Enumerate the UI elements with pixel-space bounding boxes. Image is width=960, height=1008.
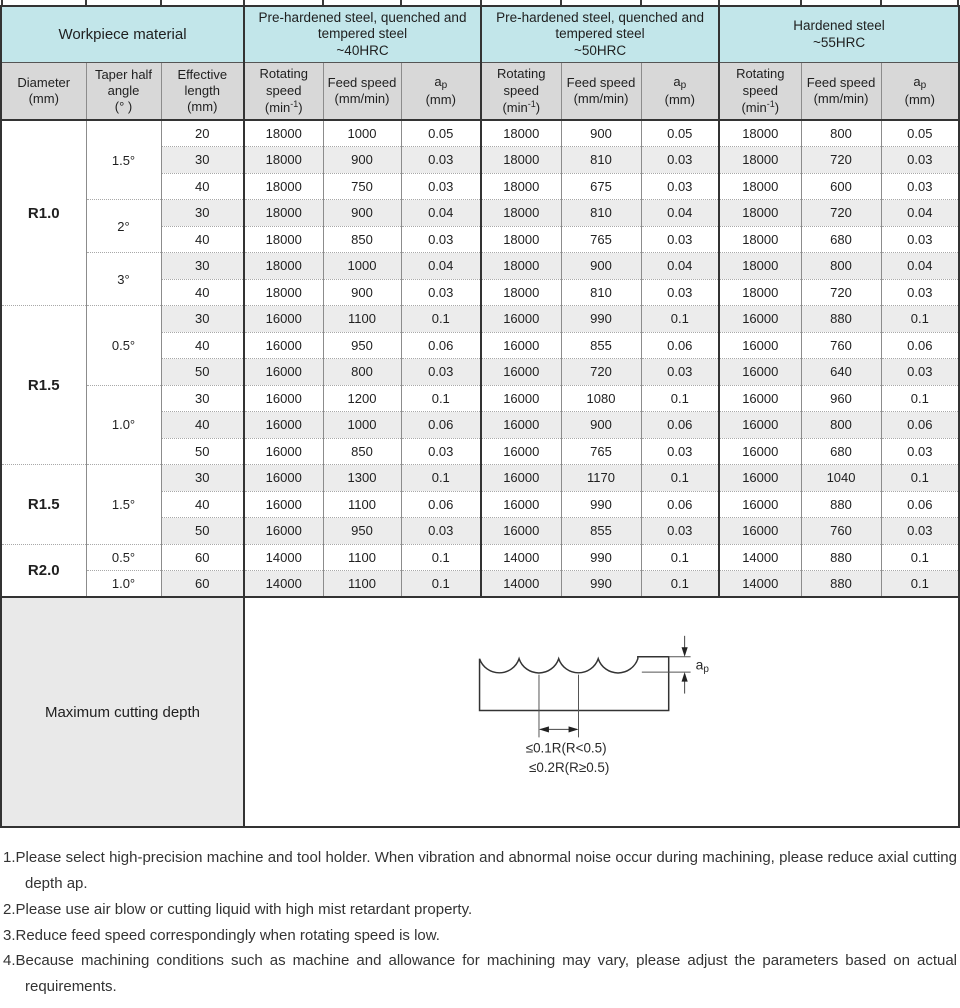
col-header-diameter: Diameter (mm) [1, 63, 86, 120]
data-cell: 760 [801, 332, 881, 359]
taper-angle-cell: 1.0° [86, 385, 161, 465]
arrow-down-icon [682, 647, 688, 656]
diameter-cell: R1.5 [1, 306, 86, 465]
data-cell: 0.1 [881, 571, 959, 598]
taper-angle-cell: 0.5° [86, 306, 161, 386]
data-cell: 16000 [481, 491, 561, 518]
length-cell: 30 [161, 306, 244, 333]
data-cell: 0.03 [641, 359, 719, 386]
length-cell: 60 [161, 571, 244, 598]
data-cell: 16000 [481, 306, 561, 333]
data-cell: 14000 [481, 544, 561, 571]
pitch-condition-label-2: ≤0.2R(R≥0.5) [528, 760, 610, 776]
material-group-40hrc [244, 6, 481, 63]
data-cell: 900 [323, 279, 401, 306]
data-cell: 0.06 [641, 412, 719, 439]
data-cell: 680 [801, 438, 881, 465]
data-cell: 18000 [244, 253, 323, 280]
data-cell: 1000 [323, 253, 401, 280]
length-cell: 40 [161, 279, 244, 306]
data-cell: 855 [561, 518, 641, 545]
data-cell: 18000 [481, 279, 561, 306]
data-cell: 0.1 [881, 306, 959, 333]
data-cell: 880 [801, 306, 881, 333]
data-cell: 0.03 [401, 359, 481, 386]
data-cell: 600 [801, 173, 881, 200]
data-cell: 16000 [244, 491, 323, 518]
data-cell: 16000 [719, 465, 801, 492]
data-cell: 16000 [481, 465, 561, 492]
data-cell: 0.06 [641, 332, 719, 359]
data-cell: 800 [323, 359, 401, 386]
data-cell: 1040 [801, 465, 881, 492]
data-cell: 0.03 [641, 147, 719, 174]
data-cell: 1100 [323, 491, 401, 518]
data-cell: 18000 [244, 120, 323, 147]
cutting-depth-diagram-cell [244, 597, 959, 827]
diameter-cell: R2.0 [1, 544, 86, 597]
column-header-row [1, 63, 959, 120]
data-cell: 0.05 [641, 120, 719, 147]
data-cell: 990 [561, 571, 641, 598]
data-cell: 0.06 [401, 412, 481, 439]
data-cell: 0.03 [641, 279, 719, 306]
data-cell: 18000 [244, 279, 323, 306]
data-cell: 0.1 [401, 465, 481, 492]
col-header-rotating-speed: Rotating speed $(\min^{-1})$ [244, 63, 323, 120]
data-cell: 990 [561, 491, 641, 518]
data-cell: 0.1 [401, 571, 481, 598]
arrow-right-icon [569, 726, 579, 732]
max-cutting-depth-label: Maximum cutting depth [1, 597, 244, 827]
col-header-ap: $a_p$ (mm) [641, 63, 719, 120]
data-cell: 16000 [244, 465, 323, 492]
data-cell: 14000 [244, 571, 323, 598]
data-cell: 0.1 [641, 544, 719, 571]
data-cell: 950 [323, 518, 401, 545]
data-cell: 16000 [481, 438, 561, 465]
data-cell: 0.03 [401, 226, 481, 253]
note-2: 2.Please use air blow or cutting liquid with high mist retardant property. [3, 900, 473, 918]
taper-angle-cell: 1.5° [86, 465, 161, 545]
material-line: Pre-hardened steel, quenched and [258, 10, 467, 25]
table-row [1, 385, 959, 412]
data-cell: 880 [801, 544, 881, 571]
data-cell: 16000 [719, 412, 801, 439]
data-cell: 16000 [244, 359, 323, 386]
data-cell: 18000 [719, 120, 801, 147]
data-cell: 1100 [323, 544, 401, 571]
data-cell: 18000 [719, 147, 801, 174]
data-cell: 0.03 [641, 173, 719, 200]
data-cell: 0.04 [641, 253, 719, 280]
workpiece-profile [480, 657, 669, 711]
ap-dimension-label: ap [695, 656, 709, 676]
data-cell: 1300 [323, 465, 401, 492]
data-cell: 0.06 [881, 332, 959, 359]
data-cell: 16000 [244, 412, 323, 439]
data-cell: 16000 [481, 385, 561, 412]
data-cell: 880 [801, 571, 881, 598]
data-cell: 0.04 [401, 200, 481, 227]
material-hardness: ~55HRC [812, 34, 866, 50]
data-cell: 16000 [719, 518, 801, 545]
data-cell: 18000 [244, 200, 323, 227]
data-cell: 0.1 [881, 465, 959, 492]
data-cell: 18000 [244, 147, 323, 174]
data-cell: 0.03 [401, 518, 481, 545]
col-header-rotating-speed: Rotating speed $(\min^{-1})$ [481, 63, 561, 120]
length-cell: 50 [161, 438, 244, 465]
data-cell: 0.05 [401, 120, 481, 147]
data-cell: 990 [561, 306, 641, 333]
col-header-feed-speed: Feed speed (mm/min) [801, 63, 881, 120]
data-cell: 680 [801, 226, 881, 253]
col-header-ap: $a_p$ (mm) [401, 63, 481, 120]
length-cell: 30 [161, 385, 244, 412]
data-cell: 18000 [481, 147, 561, 174]
data-cell: 0.03 [401, 173, 481, 200]
data-cell: 18000 [481, 226, 561, 253]
data-cell: 16000 [719, 332, 801, 359]
data-cell: 0.04 [641, 200, 719, 227]
table-row [1, 306, 959, 333]
data-cell: 0.04 [881, 253, 959, 280]
data-cell: 0.03 [881, 226, 959, 253]
data-cell: 0.04 [881, 200, 959, 227]
material-group-50hrc [481, 6, 719, 63]
data-cell: 0.1 [401, 306, 481, 333]
data-cell: 675 [561, 173, 641, 200]
length-cell: 50 [161, 518, 244, 545]
table-row [1, 253, 959, 280]
data-cell: 800 [801, 253, 881, 280]
cutting-depth-diagram [245, 598, 958, 821]
data-cell: 0.06 [881, 491, 959, 518]
data-cell: 760 [801, 518, 881, 545]
table-top-crop [1, 0, 959, 5]
workpiece-material-header: Workpiece material [1, 6, 244, 63]
data-cell: 765 [561, 438, 641, 465]
table-row [1, 200, 959, 227]
data-cell: 720 [801, 279, 881, 306]
max-depth-band [1, 597, 959, 827]
arrow-left-icon [539, 726, 549, 732]
data-cell: 16000 [719, 438, 801, 465]
data-cell: 16000 [244, 518, 323, 545]
length-cell: 40 [161, 412, 244, 439]
col-header-feed-speed: Feed speed (mm/min) [561, 63, 641, 120]
data-cell: 16000 [719, 306, 801, 333]
data-cell: 1000 [323, 412, 401, 439]
data-cell: 0.03 [641, 226, 719, 253]
note-3: 3.Reduce feed speed correspondingly when rotating speed is low. [3, 926, 440, 944]
material-hardness: ~40HRC [336, 42, 389, 58]
pitch-condition-label-1: ≤0.1R(R<0.5) [525, 740, 607, 756]
col-header-ap: $a_p$ (mm) [881, 63, 959, 120]
col-header-taper-angle: Taper half angle (° ) [86, 63, 161, 120]
length-cell: 40 [161, 491, 244, 518]
data-cell: 1080 [561, 385, 641, 412]
length-cell: 30 [161, 465, 244, 492]
data-cell: 16000 [481, 412, 561, 439]
data-cell: 800 [801, 120, 881, 147]
data-cell: 800 [801, 412, 881, 439]
data-cell: 0.03 [881, 173, 959, 200]
data-cell: 14000 [244, 544, 323, 571]
data-cell: 16000 [244, 332, 323, 359]
footnotes [0, 828, 960, 1008]
data-cell: 14000 [719, 571, 801, 598]
data-cell: 990 [561, 544, 641, 571]
taper-angle-cell: 3° [86, 253, 161, 306]
data-cell: 1100 [323, 571, 401, 598]
data-cell: 900 [561, 253, 641, 280]
material-line: tempered steel [317, 26, 408, 42]
data-cell: 16000 [481, 359, 561, 386]
length-cell: 40 [161, 226, 244, 253]
data-cell: 0.03 [881, 279, 959, 306]
data-cell: 900 [323, 147, 401, 174]
material-line: tempered steel [555, 26, 645, 42]
data-cell: 0.06 [881, 412, 959, 439]
data-cell: 720 [801, 147, 881, 174]
data-cell: 1100 [323, 306, 401, 333]
taper-angle-cell: 1.0° [86, 571, 161, 598]
data-cell: 16000 [481, 518, 561, 545]
data-cell: 0.1 [641, 465, 719, 492]
data-cell: 950 [323, 332, 401, 359]
material-header-row [1, 6, 959, 63]
data-cell: 1200 [323, 385, 401, 412]
data-cell: 16000 [481, 332, 561, 359]
data-cell: 0.05 [881, 120, 959, 147]
material-line: Hardened steel [793, 18, 885, 34]
data-cell: 18000 [719, 226, 801, 253]
data-cell: 16000 [719, 385, 801, 412]
col-header-feed-speed: Feed speed (mm/min) [323, 63, 401, 120]
length-cell: 60 [161, 544, 244, 571]
col-header-effective-length: Effective length (mm) [161, 63, 244, 120]
data-cell: 0.06 [401, 491, 481, 518]
length-cell: 30 [161, 147, 244, 174]
taper-angle-cell: 0.5° [86, 544, 161, 571]
data-cell: 900 [561, 412, 641, 439]
data-cell: 0.03 [881, 359, 959, 386]
diameter-cell: R1.0 [1, 120, 86, 306]
data-cell: 960 [801, 385, 881, 412]
data-cell: 16000 [244, 306, 323, 333]
data-cell: 18000 [244, 226, 323, 253]
data-cell: 810 [561, 147, 641, 174]
data-cell: 0.03 [881, 518, 959, 545]
data-cell: 900 [323, 200, 401, 227]
data-cell: 0.04 [401, 253, 481, 280]
data-cell: 0.1 [401, 544, 481, 571]
data-cell: 810 [561, 200, 641, 227]
data-cell: 900 [561, 120, 641, 147]
note-1: 1.Please select high-precision machine and tool holder. When vibration and abnormal noise occur during machining, please reduce axial cutting depth ap. [3, 849, 957, 892]
data-cell: 0.1 [641, 571, 719, 598]
data-cell: 18000 [481, 253, 561, 280]
data-cell: 14000 [719, 544, 801, 571]
data-cell: 855 [561, 332, 641, 359]
parameters-body [1, 120, 959, 597]
table-row [1, 465, 959, 492]
data-cell: 18000 [481, 120, 561, 147]
data-cell: 16000 [719, 491, 801, 518]
data-cell: 14000 [481, 571, 561, 598]
taper-angle-cell: 1.5° [86, 120, 161, 200]
data-cell: 0.03 [641, 438, 719, 465]
data-cell: 810 [561, 279, 641, 306]
data-cell: 18000 [719, 253, 801, 280]
length-cell: 40 [161, 332, 244, 359]
data-cell: 18000 [719, 279, 801, 306]
data-cell: 18000 [719, 173, 801, 200]
machining-parameters-table [0, 5, 960, 828]
data-cell: 0.03 [401, 438, 481, 465]
data-cell: 1000 [323, 120, 401, 147]
data-cell: 850 [323, 226, 401, 253]
data-cell: 0.03 [641, 518, 719, 545]
arrow-up-icon [682, 672, 688, 681]
data-cell: 765 [561, 226, 641, 253]
data-cell: 880 [801, 491, 881, 518]
taper-angle-cell: 2° [86, 200, 161, 253]
data-cell: 0.03 [881, 147, 959, 174]
length-cell: 30 [161, 253, 244, 280]
data-cell: 750 [323, 173, 401, 200]
data-cell: 0.03 [401, 279, 481, 306]
data-cell: 0.1 [401, 385, 481, 412]
data-cell: 720 [561, 359, 641, 386]
data-cell: 16000 [719, 359, 801, 386]
data-cell: 18000 [481, 200, 561, 227]
material-line: Pre-hardened steel, quenched and [496, 10, 704, 25]
note-4: 4.Because machining conditions such as machine and allowance for machining may vary, please adjust the parameters based on actual requirements. [3, 952, 957, 996]
data-cell: 0.1 [641, 385, 719, 412]
diameter-cell: R1.5 [1, 465, 86, 545]
data-cell: 720 [801, 200, 881, 227]
data-cell: 16000 [244, 438, 323, 465]
data-cell: 0.06 [401, 332, 481, 359]
data-cell: 850 [323, 438, 401, 465]
table-row [1, 571, 959, 598]
data-cell: 0.03 [881, 438, 959, 465]
data-cell: 0.1 [881, 385, 959, 412]
data-cell: 18000 [719, 200, 801, 227]
data-cell: 0.03 [401, 147, 481, 174]
material-hardness: ~50HRC [573, 42, 627, 58]
data-cell: 640 [801, 359, 881, 386]
material-group-55hrc [719, 6, 959, 63]
data-cell: 0.1 [641, 306, 719, 333]
data-cell: 1170 [561, 465, 641, 492]
data-cell: 16000 [244, 385, 323, 412]
table-row [1, 120, 959, 147]
length-cell: 50 [161, 359, 244, 386]
length-cell: 40 [161, 173, 244, 200]
length-cell: 20 [161, 120, 244, 147]
data-cell: 0.1 [881, 544, 959, 571]
data-cell: 0.06 [641, 491, 719, 518]
col-header-rotating-speed: Rotating speed $(\min^{-1})$ [719, 63, 801, 120]
data-cell: 18000 [481, 173, 561, 200]
length-cell: 30 [161, 200, 244, 227]
max-depth-row [1, 597, 959, 827]
data-cell: 18000 [244, 173, 323, 200]
table-row [1, 544, 959, 571]
